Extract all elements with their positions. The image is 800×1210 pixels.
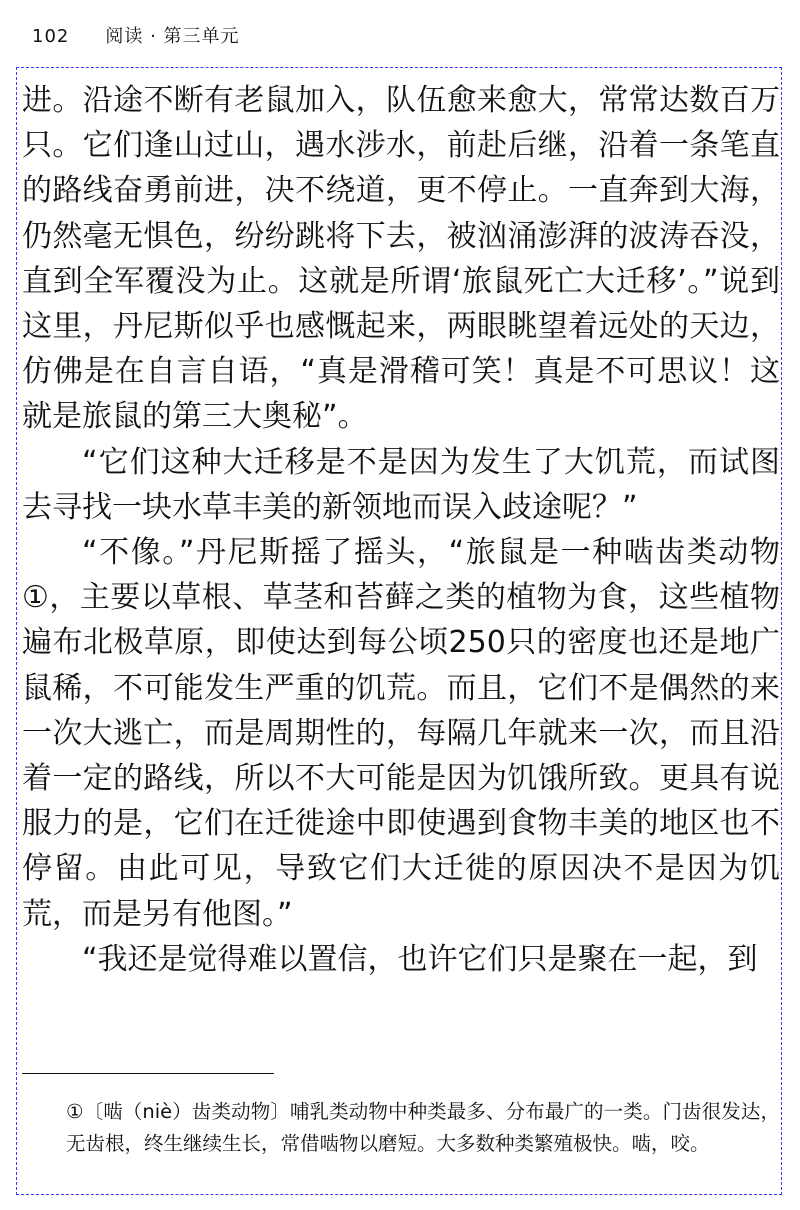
paragraph: 进。沿途不断有老鼠加入，队伍愈来愈大，常常达数百万只。它们逢山过山，遇水涉水，前赴后继，沿着一条笔直的路线奋勇前进，决不绕道，更不停止。一直奔到大海，仍然毫无惧色，纷纷跳将下去，被汹涌澎湃的波涛吞没，直到全军覆没为止。这就是所谓‘旅鼠死亡大迁移’。”说到这里，丹尼斯似乎也感慨起来，两眼眺望着远处的天边，仿佛是在自言自语，“真是滑稽可笑！真是不可思议！这就是旅鼠的第三大奥秘”。	[22, 83, 780, 435]
paragraph: “不像。”丹尼斯摇了摇头，“旅鼠是一种啮齿类动物①，主要以草根、草茎和苔藓之类的植物为食，这些植物遍布北极草原，即使达到每公顷250只的密度也还是地广鼠稀，不可能发生严重的饥荒。而且，它们不是偶然的来一次大逃亡，而是周期性的，每隔几年就来一次，而且沿着一定的路线，所以不大可能是因为饥饿所致。更具有说服力的是，它们在迁徙途中即使遇到食物丰美的地区也不停留。由此可见，导致它们大迁徙的原因决不是因为饥荒，而是另有他图。”	[22, 535, 780, 932]
running-title: 阅读 · 第三单元	[105, 26, 240, 47]
footnote: ①〔啮（niè）齿类动物〕哺乳类动物中种类最多、分布最广的一类。门齿很发达，无齿根，终生继续生长，常借啮物以磨短。大多数种类繁殖极快。啮，咬。	[66, 1100, 780, 1155]
page-header	[32, 22, 240, 48]
paragraph: “它们这种大迁移是不是因为发生了大饥荒，而试图去寻找一块水草丰美的新领地而误入歧途呢？”	[22, 444, 780, 525]
page-number: 102	[32, 26, 70, 47]
body-text	[22, 78, 780, 982]
paragraph: “我还是觉得难以置信，也许它们只是聚在一起，到	[82, 941, 758, 977]
footnote-divider	[22, 1073, 274, 1074]
